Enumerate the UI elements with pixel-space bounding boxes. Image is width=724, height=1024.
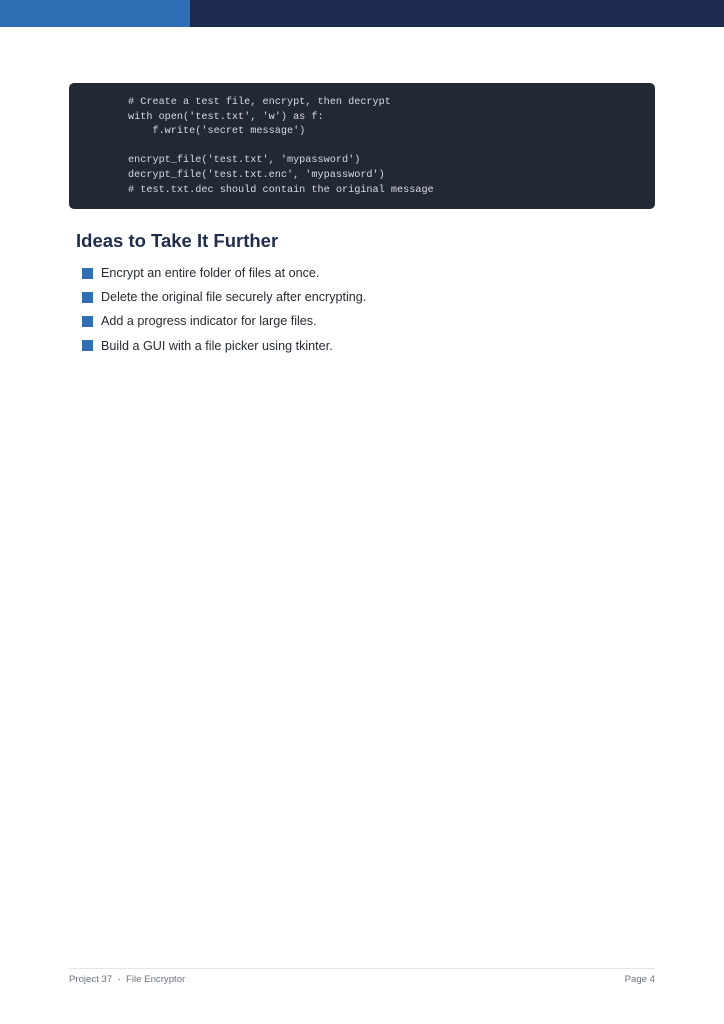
code-line: # Create a test file, encrypt, then decrypt xyxy=(128,97,391,108)
code-line: with open('test.txt', 'w') as f: xyxy=(128,111,324,123)
code-line: # test.txt.dec should contain the original message xyxy=(128,184,434,196)
list-item-text: Build a GUI with a file picker using tkinter. xyxy=(101,338,333,353)
header-bar xyxy=(0,0,724,27)
square-bullet-icon xyxy=(82,292,93,303)
footer-project-label: Project 37 - File Encryptor xyxy=(69,974,186,985)
code-block xyxy=(69,83,655,209)
footer-page-number: Page 4 xyxy=(624,974,655,985)
list-item-text: Delete the original file securely after encrypting. xyxy=(101,290,367,305)
ideas-list xyxy=(82,261,366,358)
list-item-text: Encrypt an entire folder of files at once. xyxy=(101,266,320,281)
code-line xyxy=(128,140,655,155)
header-accent-bar xyxy=(0,0,190,27)
section-heading: Ideas to Take It Further xyxy=(76,230,279,251)
list-item-text: Add a progress indicator for large files. xyxy=(101,314,317,329)
square-bullet-icon xyxy=(82,316,93,327)
code-line: f.write('secret message') xyxy=(128,126,306,138)
code-line: encrypt_file('test.txt', 'mypassword') xyxy=(128,155,361,167)
list-item xyxy=(82,309,366,333)
code-line: decrypt_file('test.txt.enc', 'mypassword') xyxy=(128,169,385,181)
list-item xyxy=(82,285,366,309)
square-bullet-icon xyxy=(82,268,93,279)
list-item xyxy=(82,334,366,358)
footer-divider xyxy=(69,968,655,969)
square-bullet-icon xyxy=(82,340,93,351)
list-item xyxy=(82,261,366,285)
